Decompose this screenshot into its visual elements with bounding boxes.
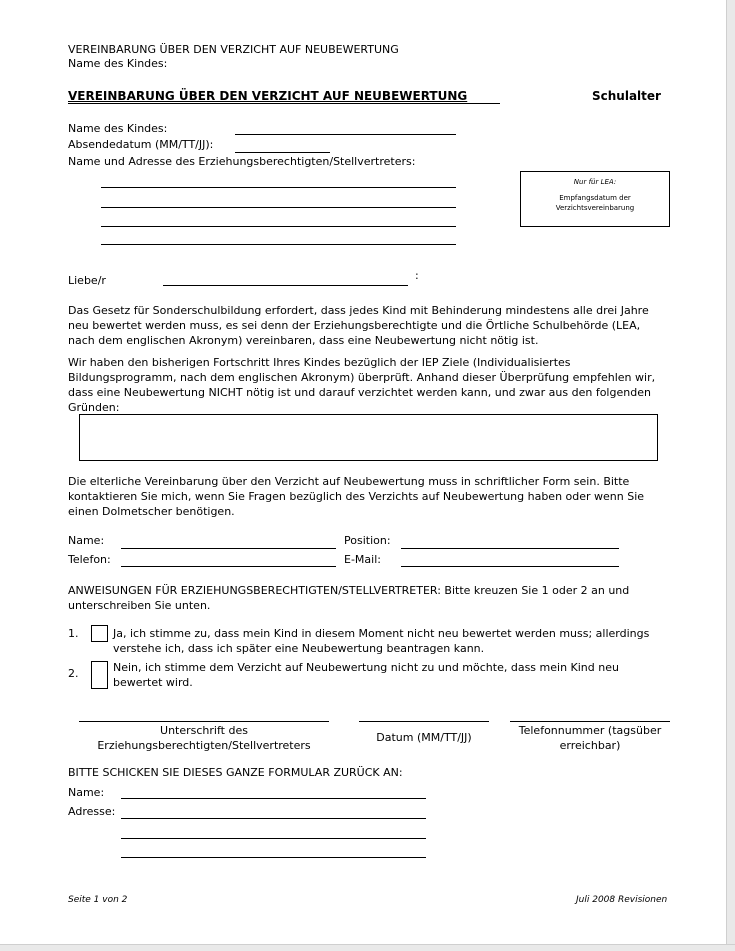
top-child-name-label: Name des Kindes: — [68, 57, 168, 70]
guardian-address-line-4[interactable] — [101, 244, 456, 245]
contact-name-field[interactable] — [121, 548, 336, 549]
return-address-line-3[interactable] — [121, 857, 426, 858]
lea-only-label: Nur für LEA: — [573, 178, 617, 186]
send-date-label: Absendedatum (MM/TT/JJ): — [68, 138, 214, 151]
return-address-line-2[interactable] — [121, 838, 426, 839]
option-2-checkbox[interactable] — [91, 661, 108, 689]
contact-position-label: Position: — [344, 534, 391, 547]
daytime-phone-line[interactable] — [510, 721, 670, 722]
school-age-label: Schulalter — [592, 89, 661, 103]
salutation-field[interactable] — [163, 285, 408, 286]
paragraph-law: Das Gesetz für Sonderschulbildung erfordert, dass jedes Kind mit Behinderung mindestens alle drei Jahre neu bewertet werden muss, es sei denn der Erziehungsberechtigte und die Örtliche Schulbehörde (LEA, nach dem englischen Akronym) vereinbaren, dass eine Neubewertung nicht nötig ist. — [68, 304, 649, 347]
top-title: VEREINBARUNG ÜBER DEN VERZICHT AUF NEUBEWERTUNG — [68, 43, 399, 56]
contact-email-label: E-Mail: — [344, 553, 381, 566]
contact-phone-label: Telefon: — [68, 553, 111, 566]
guardian-address-line-2[interactable] — [101, 207, 456, 208]
salutation-colon: : — [415, 269, 419, 282]
guardian-label: Name und Adresse des Erziehungsberechtigten/Stellvertreters: — [68, 155, 416, 168]
return-address-line-1[interactable] — [121, 818, 426, 819]
daytime-phone-label: Telefonnummer (tagsüber erreichbar) — [518, 724, 662, 752]
salutation-label: Liebe/r — [68, 274, 106, 287]
contact-name-label: Name: — [68, 534, 105, 547]
return-name-field[interactable] — [121, 798, 426, 799]
page-edge-bottom — [0, 944, 735, 951]
lea-box — [520, 171, 670, 227]
send-date-field[interactable] — [235, 152, 330, 153]
guardian-address-line-1[interactable] — [101, 187, 456, 188]
paragraph-review: Wir haben den bisherigen Fortschritt Ihres Kindes bezüglich der IEP Ziele (Individualisiertes Bildungsprogramm, nach dem englischen Akronym) überprüft. Anhand dieser Überprüfung empfehlen wir, dass eine Neubewertung NICHT nötig ist und darauf verzichtet werden kann, und zwar aus den folgenden Gründen: — [68, 356, 656, 414]
return-name-label: Name: — [68, 786, 105, 799]
instructions-block — [68, 583, 668, 613]
option-1-text: Ja, ich stimme zu, dass mein Kind in diesem Moment nicht neu bewertet werden muss; allerdings verstehe ich, dass ich später eine Neubewertung beantragen kann. — [113, 627, 650, 655]
date-label: Datum (MM/TT/JJ) — [376, 731, 472, 744]
contact-email-field[interactable] — [401, 566, 619, 567]
child-name-field[interactable] — [235, 134, 456, 135]
signature-line[interactable] — [79, 721, 329, 722]
footer-revision: Juli 2008 Revisionen — [576, 895, 668, 905]
option-1-number: 1. — [68, 627, 79, 640]
lea-receipt-date-label: Empfangsdatum der Verzichtsvereinbarung — [555, 194, 635, 212]
child-name-label: Name des Kindes: — [68, 122, 168, 135]
main-title-rule — [68, 103, 500, 104]
reasons-textbox[interactable] — [79, 414, 658, 461]
option-1-checkbox[interactable] — [91, 625, 108, 642]
return-address-label: Adresse: — [68, 805, 116, 818]
option-2-text: Nein, ich stimme dem Verzicht auf Neubewertung nicht zu und möchte, dass mein Kind neu bewertet wird. — [113, 661, 619, 689]
option-2-number: 2. — [68, 667, 79, 680]
instructions-heading: ANWEISUNGEN FÜR ERZIEHUNGSBERECHTIGTEN/STELLVERTRETER: — [68, 584, 441, 597]
return-heading: BITTE SCHICKEN SIE DIESES GANZE FORMULAR ZURÜCK AN: — [68, 766, 403, 779]
contact-position-field[interactable] — [401, 548, 619, 549]
guardian-address-line-3[interactable] — [101, 226, 456, 227]
contact-phone-field[interactable] — [121, 566, 336, 567]
main-title: VEREINBARUNG ÜBER DEN VERZICHT AUF NEUBEWERTUNG — [68, 89, 468, 103]
date-line[interactable] — [359, 721, 489, 722]
footer-page-number: Seite 1 von 2 — [68, 895, 128, 905]
signature-label: Unterschrift des Erziehungsberechtigten/Stellvertreters — [97, 724, 311, 752]
page-edge-right — [726, 0, 735, 951]
paragraph-agreement: Die elterliche Vereinbarung über den Verzicht auf Neubewertung muss in schriftlicher Form sein. Bitte kontaktieren Sie mich, wenn Sie Fragen bezüglich des Verzichts auf Neubewertung haben oder wenn Sie einen Dolmetscher benötigen. — [68, 475, 645, 518]
instructions-text: Bitte kreuzen Sie 1 oder 2 an und unterschreiben Sie unten. — [68, 584, 630, 612]
